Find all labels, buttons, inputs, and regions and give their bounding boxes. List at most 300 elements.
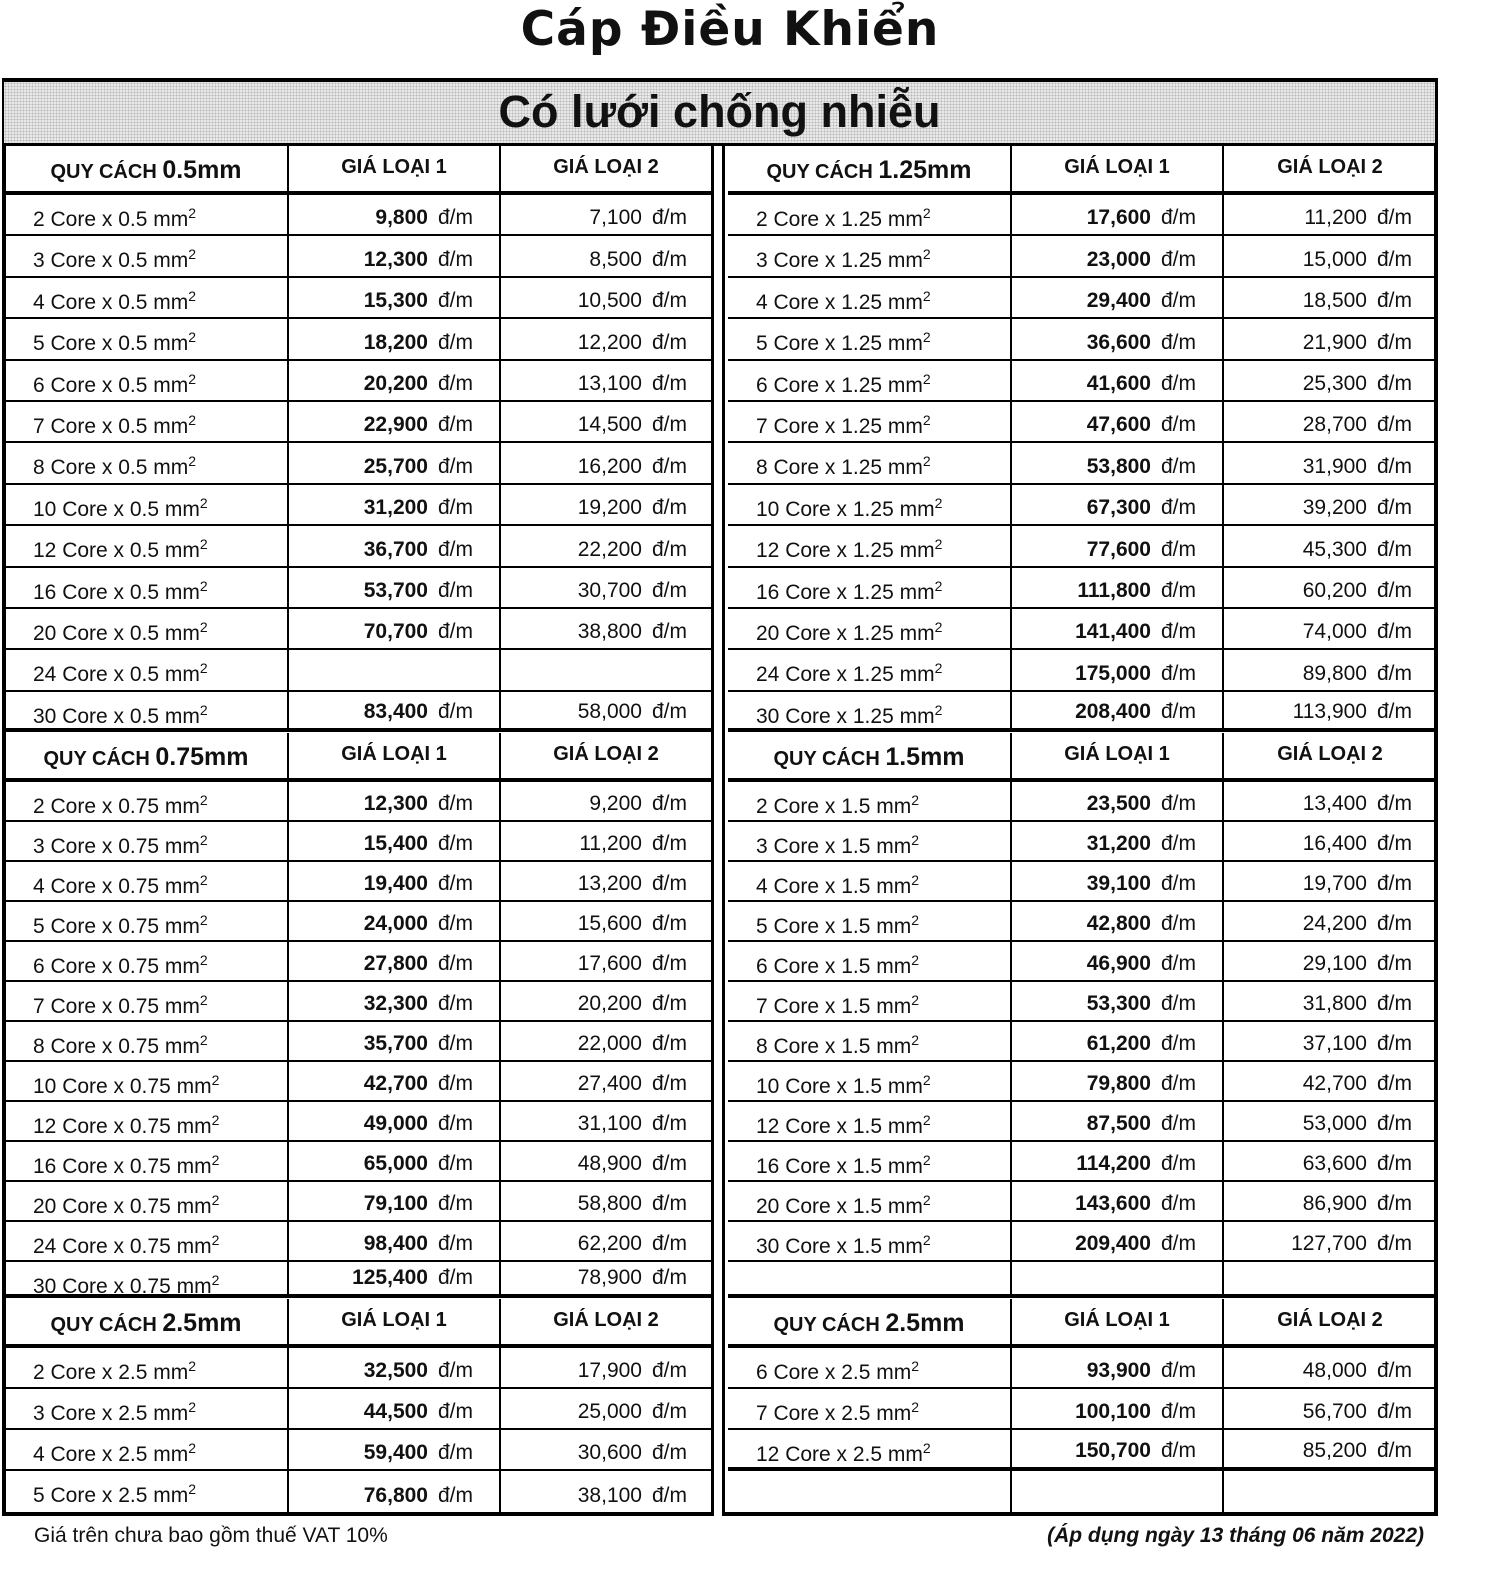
price-type-1-header: GIÁ LOẠI 1 (289, 733, 501, 778)
price-unit: đ/m (651, 413, 687, 437)
square-superscript: 2 (211, 1072, 220, 1088)
price-type-2 (1224, 1142, 1436, 1180)
price-value: 49,000 (363, 1112, 428, 1135)
square-superscript: 2 (199, 618, 208, 635)
price-unit: đ/m (651, 1266, 687, 1289)
price-value: 44,500 (363, 1400, 428, 1423)
table-row (728, 526, 1436, 567)
price-section (5, 1299, 711, 1512)
price-type-2 (501, 1389, 711, 1428)
price-type-1 (289, 485, 501, 524)
page-title: Cáp Điều Khiển (520, 2, 940, 57)
cable-spec-text: 12 Core x 1.25 mm (756, 539, 935, 563)
price-unit: đ/m (1376, 578, 1412, 602)
square-superscript: 2 (922, 1232, 931, 1248)
price-unit: đ/m (1160, 620, 1196, 644)
price-type-1 (289, 1348, 501, 1387)
table-row (5, 361, 711, 402)
cable-spec-text: 5 Core x 2.5 mm (33, 1484, 189, 1507)
cable-spec (728, 1222, 1012, 1260)
price-unit: đ/m (1376, 537, 1412, 561)
price-type-1 (289, 526, 501, 565)
price-type-1 (1012, 902, 1224, 940)
spec-header (5, 1299, 289, 1344)
table-row (5, 1062, 711, 1102)
price-type-1-header: GIÁ LOẠI 1 (1012, 733, 1224, 778)
price-value: 27,800 (363, 952, 428, 975)
square-superscript: 2 (188, 1399, 197, 1415)
price-type-2-header: GIÁ LOẠI 2 (553, 156, 659, 178)
cable-spec (5, 1389, 289, 1428)
price-type-1-header: GIÁ LOẠI 1 (1012, 146, 1224, 191)
price-type-1 (289, 609, 501, 648)
price-value: 15,600 (577, 912, 642, 935)
price-type-2 (1224, 650, 1436, 689)
price-unit: đ/m (1376, 206, 1412, 230)
table-row (728, 402, 1436, 443)
price-unit: đ/m (651, 289, 687, 313)
price-unit: đ/m (1376, 620, 1412, 644)
square-superscript: 2 (922, 1152, 931, 1168)
price-value: 113,900 (1292, 699, 1367, 723)
price-value: 12,200 (577, 330, 642, 354)
price-type-2 (1224, 692, 1436, 728)
cable-spec-text: 7 Core x 2.5 mm (756, 1402, 912, 1425)
square-superscript: 2 (188, 246, 197, 263)
price-type-1 (289, 361, 501, 400)
price-type-2 (1224, 1348, 1436, 1387)
cable-spec (728, 402, 1012, 441)
square-superscript: 2 (199, 912, 208, 928)
spec-header-prefix: QUY CÁCH (773, 1314, 880, 1336)
table-row (728, 1062, 1436, 1102)
price-unit: đ/m (651, 330, 687, 354)
table-banner: Có lưới chống nhiễu (4, 82, 1435, 146)
square-superscript: 2 (199, 494, 208, 511)
cable-spec-text: 8 Core x 0.75 mm (33, 1035, 200, 1058)
cable-spec (5, 1022, 289, 1060)
price-type-1 (1012, 650, 1224, 689)
price-type-2 (501, 942, 711, 980)
cable-spec (5, 278, 289, 317)
price-unit: đ/m (1376, 792, 1412, 815)
cable-spec-text: 6 Core x 1.5 mm (756, 955, 912, 978)
cable-spec (5, 195, 289, 234)
price-unit: đ/m (1160, 1192, 1196, 1215)
price-type-2 (1224, 485, 1436, 524)
price-value: 15,300 (363, 289, 428, 313)
price-section (5, 733, 711, 1298)
spec-header-size: 0.75mm (155, 743, 249, 771)
section-header (728, 146, 1436, 195)
price-type-1 (1012, 1389, 1224, 1428)
price-unit: đ/m (1160, 872, 1196, 895)
square-superscript: 2 (934, 618, 943, 635)
price-type-1 (289, 692, 501, 728)
price-value: 11,200 (1304, 206, 1367, 230)
square-superscript: 2 (922, 1192, 931, 1208)
cable-spec (5, 650, 289, 689)
price-value: 30,600 (577, 1441, 642, 1464)
price-value: 42,700 (363, 1072, 428, 1095)
price-type-1 (289, 862, 501, 900)
effective-date: (Áp dụng ngày 13 tháng 06 năm 2022) (1047, 1524, 1424, 1547)
square-superscript: 2 (911, 952, 920, 968)
price-type-2 (501, 1102, 711, 1140)
price-value: 74,000 (1302, 620, 1367, 644)
price-type-2 (501, 1262, 711, 1294)
cable-spec (728, 822, 1012, 860)
square-superscript: 2 (911, 1358, 920, 1374)
square-superscript: 2 (199, 792, 208, 808)
cable-spec-text: 16 Core x 1.5 mm (756, 1155, 923, 1178)
price-unit: đ/m (651, 1400, 687, 1423)
price-unit: đ/m (651, 832, 687, 855)
price-unit: đ/m (437, 289, 473, 313)
price-unit: đ/m (1160, 661, 1196, 685)
square-superscript: 2 (199, 832, 208, 848)
section-header (5, 1299, 711, 1348)
price-type-1 (289, 982, 501, 1020)
cable-spec-text: 7 Core x 1.5 mm (756, 995, 912, 1018)
square-superscript: 2 (188, 1440, 197, 1456)
price-unit: đ/m (1160, 992, 1196, 1015)
price-unit: đ/m (1160, 792, 1196, 815)
square-superscript: 2 (934, 494, 943, 511)
spec-header-size: 1.25mm (878, 156, 972, 184)
cable-spec (728, 526, 1012, 565)
table-row (5, 1182, 711, 1222)
cable-spec (728, 568, 1012, 607)
price-type-2-header: GIÁ LOẠI 2 (1277, 1309, 1383, 1331)
square-superscript: 2 (199, 1032, 208, 1048)
price-value: 16,400 (1302, 832, 1367, 855)
square-superscript: 2 (911, 992, 920, 1008)
price-unit: đ/m (1376, 1400, 1412, 1423)
price-unit: đ/m (1160, 699, 1196, 723)
cable-spec-text: 20 Core x 1.5 mm (756, 1195, 923, 1218)
price-type-2 (501, 1182, 711, 1220)
square-superscript: 2 (188, 205, 197, 221)
cable-spec (728, 942, 1012, 980)
price-type-2 (1224, 782, 1436, 820)
square-superscript: 2 (934, 701, 943, 718)
cable-spec-text: 4 Core x 0.75 mm (33, 875, 200, 898)
table-row (728, 236, 1436, 277)
price-unit: đ/m (651, 792, 687, 815)
cable-spec (5, 902, 289, 940)
price-type-1 (289, 650, 501, 689)
price-value: 13,400 (1302, 792, 1367, 815)
table-row (728, 278, 1436, 319)
table-row (5, 692, 711, 732)
cable-spec-text: 20 Core x 0.5 mm (33, 621, 200, 645)
price-type-2 (501, 782, 711, 820)
price-type-2 (1224, 1222, 1436, 1260)
table-row (728, 1471, 1436, 1512)
table-row (5, 526, 711, 567)
price-value: 23,000 (1086, 247, 1151, 271)
price-type-1 (1012, 195, 1224, 234)
price-type-1 (289, 1262, 501, 1294)
cable-spec-text: 12 Core x 0.75 mm (33, 1115, 212, 1138)
cable-spec-text: 6 Core x 0.75 mm (33, 955, 200, 978)
price-unit: đ/m (1376, 289, 1412, 313)
price-section (5, 146, 711, 732)
price-unit: đ/m (1376, 872, 1412, 895)
price-unit: đ/m (651, 454, 687, 478)
price-value: 39,200 (1302, 496, 1367, 520)
price-unit: đ/m (651, 1152, 687, 1175)
table-row (5, 862, 711, 902)
price-value: 85,200 (1302, 1439, 1367, 1462)
price-type-1 (1012, 982, 1224, 1020)
cable-spec (728, 1142, 1012, 1180)
table-row (728, 609, 1436, 650)
table-row (5, 319, 711, 360)
cable-spec-text: 6 Core x 1.25 mm (756, 373, 923, 397)
cable-spec (728, 1471, 1012, 1512)
price-unit: đ/m (437, 1232, 473, 1255)
table-row (5, 443, 711, 484)
price-unit: đ/m (1160, 1439, 1196, 1462)
price-unit: đ/m (1376, 1232, 1412, 1255)
table-row (5, 942, 711, 982)
square-superscript: 2 (188, 1358, 197, 1374)
price-type-2 (1224, 1471, 1436, 1512)
square-superscript: 2 (199, 536, 208, 553)
cable-spec-text: 16 Core x 0.75 mm (33, 1155, 212, 1178)
price-unit: đ/m (1160, 330, 1196, 354)
cable-spec-text: 7 Core x 0.5 mm (33, 414, 189, 438)
cable-spec (5, 1182, 289, 1220)
table-row (5, 1022, 711, 1062)
cable-spec (728, 1389, 1012, 1428)
price-value: 56,700 (1302, 1400, 1367, 1423)
cable-spec (5, 1102, 289, 1140)
cable-spec (728, 982, 1012, 1020)
table-row (728, 568, 1436, 609)
price-unit: đ/m (437, 1112, 473, 1135)
price-unit: đ/m (437, 1192, 473, 1215)
price-value: 17,900 (577, 1359, 642, 1382)
square-superscript: 2 (211, 1272, 220, 1288)
price-type-1 (1012, 1471, 1224, 1512)
price-value: 53,700 (363, 578, 428, 602)
price-unit: đ/m (1376, 330, 1412, 354)
price-unit: đ/m (437, 1441, 473, 1464)
price-value: 9,200 (589, 792, 642, 815)
price-value: 38,100 (577, 1484, 642, 1507)
table-row (5, 822, 711, 862)
price-type-2 (1224, 402, 1436, 441)
price-unit: đ/m (437, 1266, 473, 1289)
price-value: 25,700 (363, 454, 428, 478)
price-unit: đ/m (1376, 454, 1412, 478)
price-unit: đ/m (437, 1400, 473, 1423)
cable-spec (728, 443, 1012, 482)
price-value: 60,200 (1302, 578, 1367, 602)
table-row (728, 782, 1436, 822)
price-type-2 (1224, 1389, 1436, 1428)
price-unit: đ/m (1376, 1192, 1412, 1215)
cable-spec (5, 1262, 289, 1298)
cable-spec (728, 236, 1012, 275)
price-value: 143,600 (1075, 1192, 1151, 1215)
price-type-2 (1224, 822, 1436, 860)
price-value: 65,000 (363, 1152, 428, 1175)
square-superscript: 2 (922, 205, 931, 221)
table-row (5, 902, 711, 942)
table-row (728, 1430, 1436, 1471)
price-type-1 (1012, 236, 1224, 275)
price-value: 47,600 (1086, 413, 1151, 437)
price-value: 78,900 (577, 1266, 642, 1289)
table-row (728, 902, 1436, 942)
price-unit: đ/m (1376, 832, 1412, 855)
price-type-2 (1224, 1182, 1436, 1220)
price-type-1 (1012, 319, 1224, 358)
price-value: 13,100 (577, 371, 642, 395)
price-unit: đ/m (1376, 661, 1412, 685)
square-superscript: 2 (188, 287, 197, 304)
price-type-1 (1012, 1222, 1224, 1260)
cable-spec (728, 692, 1012, 728)
price-unit: đ/m (1376, 247, 1412, 271)
cable-spec-text: 30 Core x 0.5 mm (33, 704, 200, 728)
square-superscript: 2 (199, 952, 208, 968)
price-type-2 (501, 822, 711, 860)
spec-header (728, 733, 1012, 778)
price-type-1 (1012, 692, 1224, 728)
price-value: 45,300 (1302, 537, 1367, 561)
price-type-1 (289, 1062, 501, 1100)
cable-spec-text: 30 Core x 1.25 mm (756, 704, 935, 728)
price-value: 25,000 (577, 1400, 642, 1423)
square-superscript: 2 (922, 1440, 931, 1456)
price-type-1 (289, 902, 501, 940)
column-divider (711, 146, 725, 1516)
price-type-2 (501, 402, 711, 441)
price-unit: đ/m (1160, 454, 1196, 478)
price-section (728, 1299, 1436, 1512)
price-type-1 (1012, 1182, 1224, 1220)
table-row (5, 1262, 711, 1298)
price-type-2 (501, 982, 711, 1020)
price-type-1 (1012, 1022, 1224, 1060)
price-unit: đ/m (437, 792, 473, 815)
cable-spec-text: 16 Core x 0.5 mm (33, 580, 200, 604)
price-type-1 (1012, 568, 1224, 607)
cable-spec-text: 4 Core x 1.25 mm (756, 290, 923, 314)
price-value: 16,200 (577, 454, 642, 478)
price-value: 14,500 (577, 413, 642, 437)
price-type-1 (289, 1222, 501, 1260)
price-section (728, 146, 1436, 732)
price-type-2-header: GIÁ LOẠI 2 (553, 743, 659, 765)
price-value: 79,800 (1086, 1072, 1151, 1095)
price-value: 28,700 (1302, 413, 1367, 437)
price-value: 11,200 (579, 832, 642, 855)
price-value: 18,500 (1302, 289, 1367, 313)
price-unit: đ/m (437, 578, 473, 602)
price-value: 98,400 (363, 1232, 428, 1255)
price-value: 35,700 (363, 1032, 428, 1055)
price-value: 58,000 (577, 699, 642, 723)
cable-spec (728, 782, 1012, 820)
table-row (5, 1222, 711, 1262)
cable-spec-text: 5 Core x 1.25 mm (756, 332, 923, 356)
cable-spec (728, 485, 1012, 524)
spec-header-prefix: QUY CÁCH (773, 748, 880, 770)
table-row (5, 1142, 711, 1182)
price-type-2 (501, 1348, 711, 1387)
square-superscript: 2 (922, 370, 931, 387)
price-unit: đ/m (1160, 952, 1196, 975)
price-unit: đ/m (1376, 1072, 1412, 1095)
price-value: 19,200 (577, 496, 642, 520)
price-value: 24,200 (1302, 912, 1367, 935)
price-unit: đ/m (437, 1484, 473, 1507)
price-type-1 (289, 782, 501, 820)
table-row (5, 650, 711, 691)
section-header (5, 146, 711, 195)
table-row (5, 278, 711, 319)
price-unit: đ/m (1376, 1152, 1412, 1175)
price-unit: đ/m (1160, 289, 1196, 313)
table-row (728, 982, 1436, 1022)
price-type-2 (1224, 1102, 1436, 1140)
table-row (728, 195, 1436, 236)
spec-header (728, 1299, 1012, 1344)
cable-spec (5, 443, 289, 482)
square-superscript: 2 (211, 1112, 220, 1128)
price-type-1 (1012, 782, 1224, 820)
price-unit: đ/m (651, 371, 687, 395)
table-row (728, 1102, 1436, 1142)
price-value: 63,600 (1302, 1152, 1367, 1175)
price-type-2 (501, 1062, 711, 1100)
square-superscript: 2 (211, 1152, 220, 1168)
cable-spec-text: 3 Core x 2.5 mm (33, 1402, 189, 1425)
price-type-1 (1012, 609, 1224, 648)
cable-spec (5, 862, 289, 900)
cable-spec (728, 650, 1012, 689)
cable-spec-text: 4 Core x 0.5 mm (33, 290, 189, 314)
price-unit: đ/m (437, 872, 473, 895)
price-type-2 (501, 278, 711, 317)
price-value: 67,300 (1086, 496, 1151, 520)
price-type-1 (289, 1022, 501, 1060)
table-row (5, 195, 711, 236)
price-unit: đ/m (437, 496, 473, 520)
price-unit: đ/m (1160, 537, 1196, 561)
price-type-2 (1224, 609, 1436, 648)
square-superscript: 2 (922, 1112, 931, 1128)
cable-spec-text: 30 Core x 0.75 mm (33, 1275, 212, 1298)
price-type-2 (501, 1430, 711, 1469)
price-unit: đ/m (1376, 413, 1412, 437)
cable-spec (5, 609, 289, 648)
price-unit: đ/m (437, 247, 473, 271)
price-value: 13,200 (577, 872, 642, 895)
price-value: 12,300 (363, 792, 428, 815)
cable-spec (728, 1262, 1012, 1294)
table-row (5, 1471, 711, 1512)
square-superscript: 2 (199, 577, 208, 594)
cable-spec (5, 402, 289, 441)
price-type-2 (1224, 1022, 1436, 1060)
